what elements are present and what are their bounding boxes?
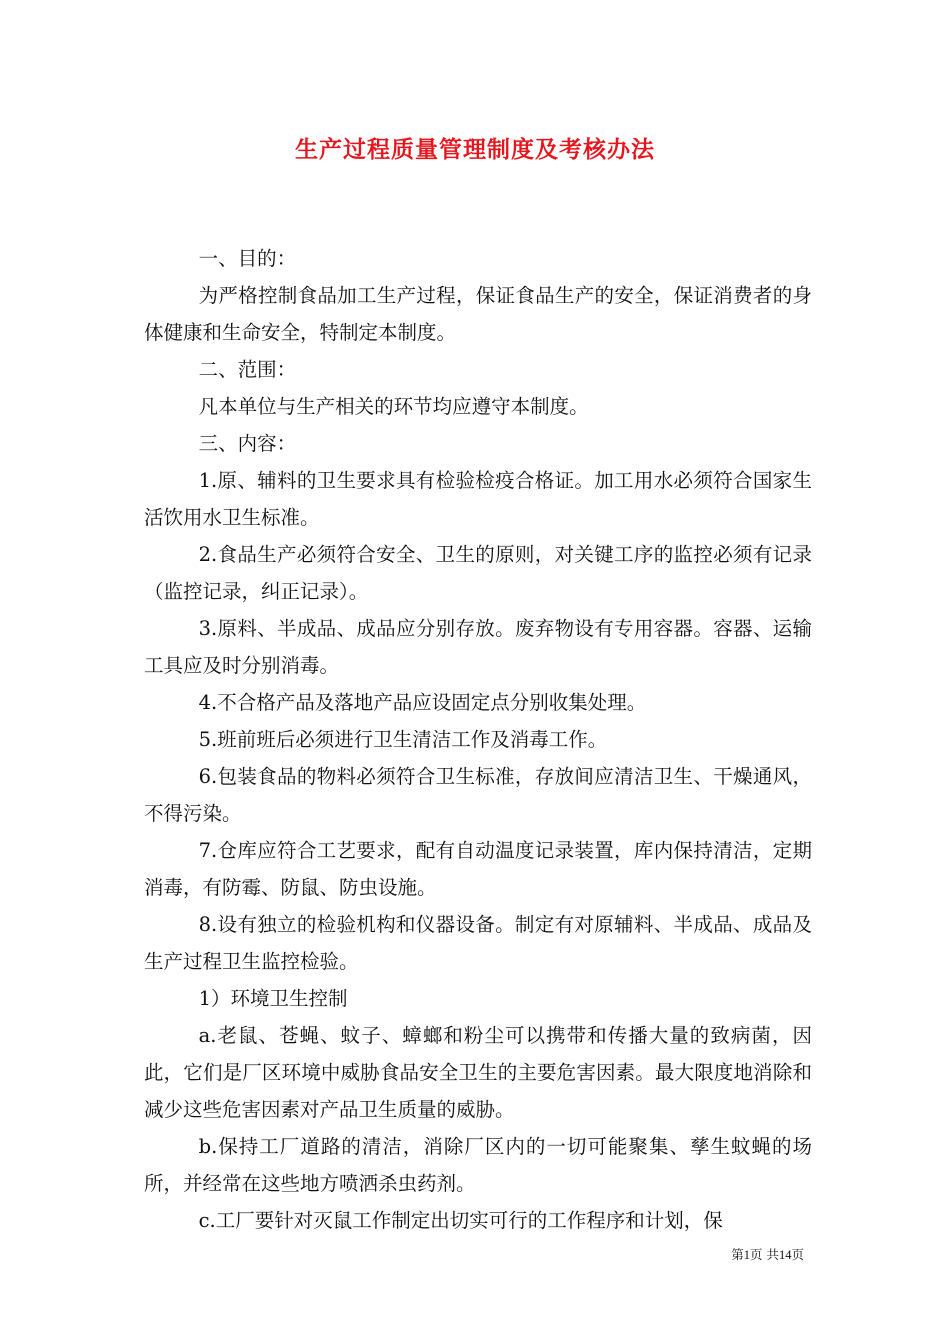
page-footer	[731, 1245, 804, 1265]
paragraph: 凡本单位与生产相关的环节均应遵守本制度。	[198, 395, 589, 418]
footer-suffix: 页	[791, 1247, 804, 1262]
subheading-environment: 1）环境卫生控制	[198, 987, 348, 1010]
sub-item: c.工厂要针对灭鼠工作制定出切实可行的工作程序和计划，保	[198, 1209, 723, 1232]
current-page-number: 1	[743, 1248, 750, 1262]
list-item: 1.原、辅料的卫生要求具有检验检疫合格证。加工用水必须符合国家生活饮用水卫生标准。	[144, 469, 812, 529]
sub-item: b.保持工厂道路的清洁，消除厂区内的一切可能聚集、孳生蚊蝇的场所，并经常在这些地方喷洒杀虫药剂。	[144, 1135, 812, 1195]
list-item: 7.仓库应符合工艺要求，配有自动温度记录装置，库内保持清洁，定期消毒，有防霉、防鼠、防虫设施。	[144, 839, 812, 899]
list-item: 2.食品生产必须符合安全、卫生的原则，对关键工序的监控必须有记录（监控记录，纠正记录）。	[144, 543, 812, 603]
list-item: 8.设有独立的检验机构和仪器设备。制定有对原辅料、半成品、成品及生产过程卫生监控检验。	[144, 913, 812, 973]
list-item: 4.不合格产品及落地产品应设固定点分别收集处理。	[198, 691, 647, 714]
sub-item: a.老鼠、苍蝇、蚊子、蟑螂和粉尘可以携带和传播大量的致病菌，因此，它们是厂区环境中威胁食品安全卫生的主要危害因素。最大限度地消除和减少这些危害因素对产品卫生质量的威胁。	[144, 1024, 812, 1121]
list-item: 5.班前班后必须进行卫生清洁工作及消毒工作。	[198, 728, 608, 751]
heading-scope: 二、范围：	[198, 358, 297, 381]
list-item: 3.原料、半成品、成品应分别存放。废弃物设有专用容器。容器、运输工具应及时分别消毒。	[144, 617, 812, 677]
heading-content: 三、内容：	[198, 432, 297, 455]
paragraph: 为严格控制食品加工生产过程，保证食品生产的安全，保证消费者的身体健康和生命安全，特制定本制度。	[144, 284, 812, 344]
heading-purpose: 一、目的：	[198, 247, 297, 270]
list-item: 6.包装食品的物料必须符合卫生标准，存放间应清洁卫生、干燥通风，不得污染。	[144, 765, 812, 825]
footer-middle: 页 共	[750, 1247, 779, 1262]
document-body	[144, 240, 812, 1239]
footer-prefix: 第	[731, 1247, 744, 1262]
document-title: 生产过程质量管理制度及考核办法	[295, 136, 655, 163]
total-page-number: 14	[778, 1248, 792, 1262]
